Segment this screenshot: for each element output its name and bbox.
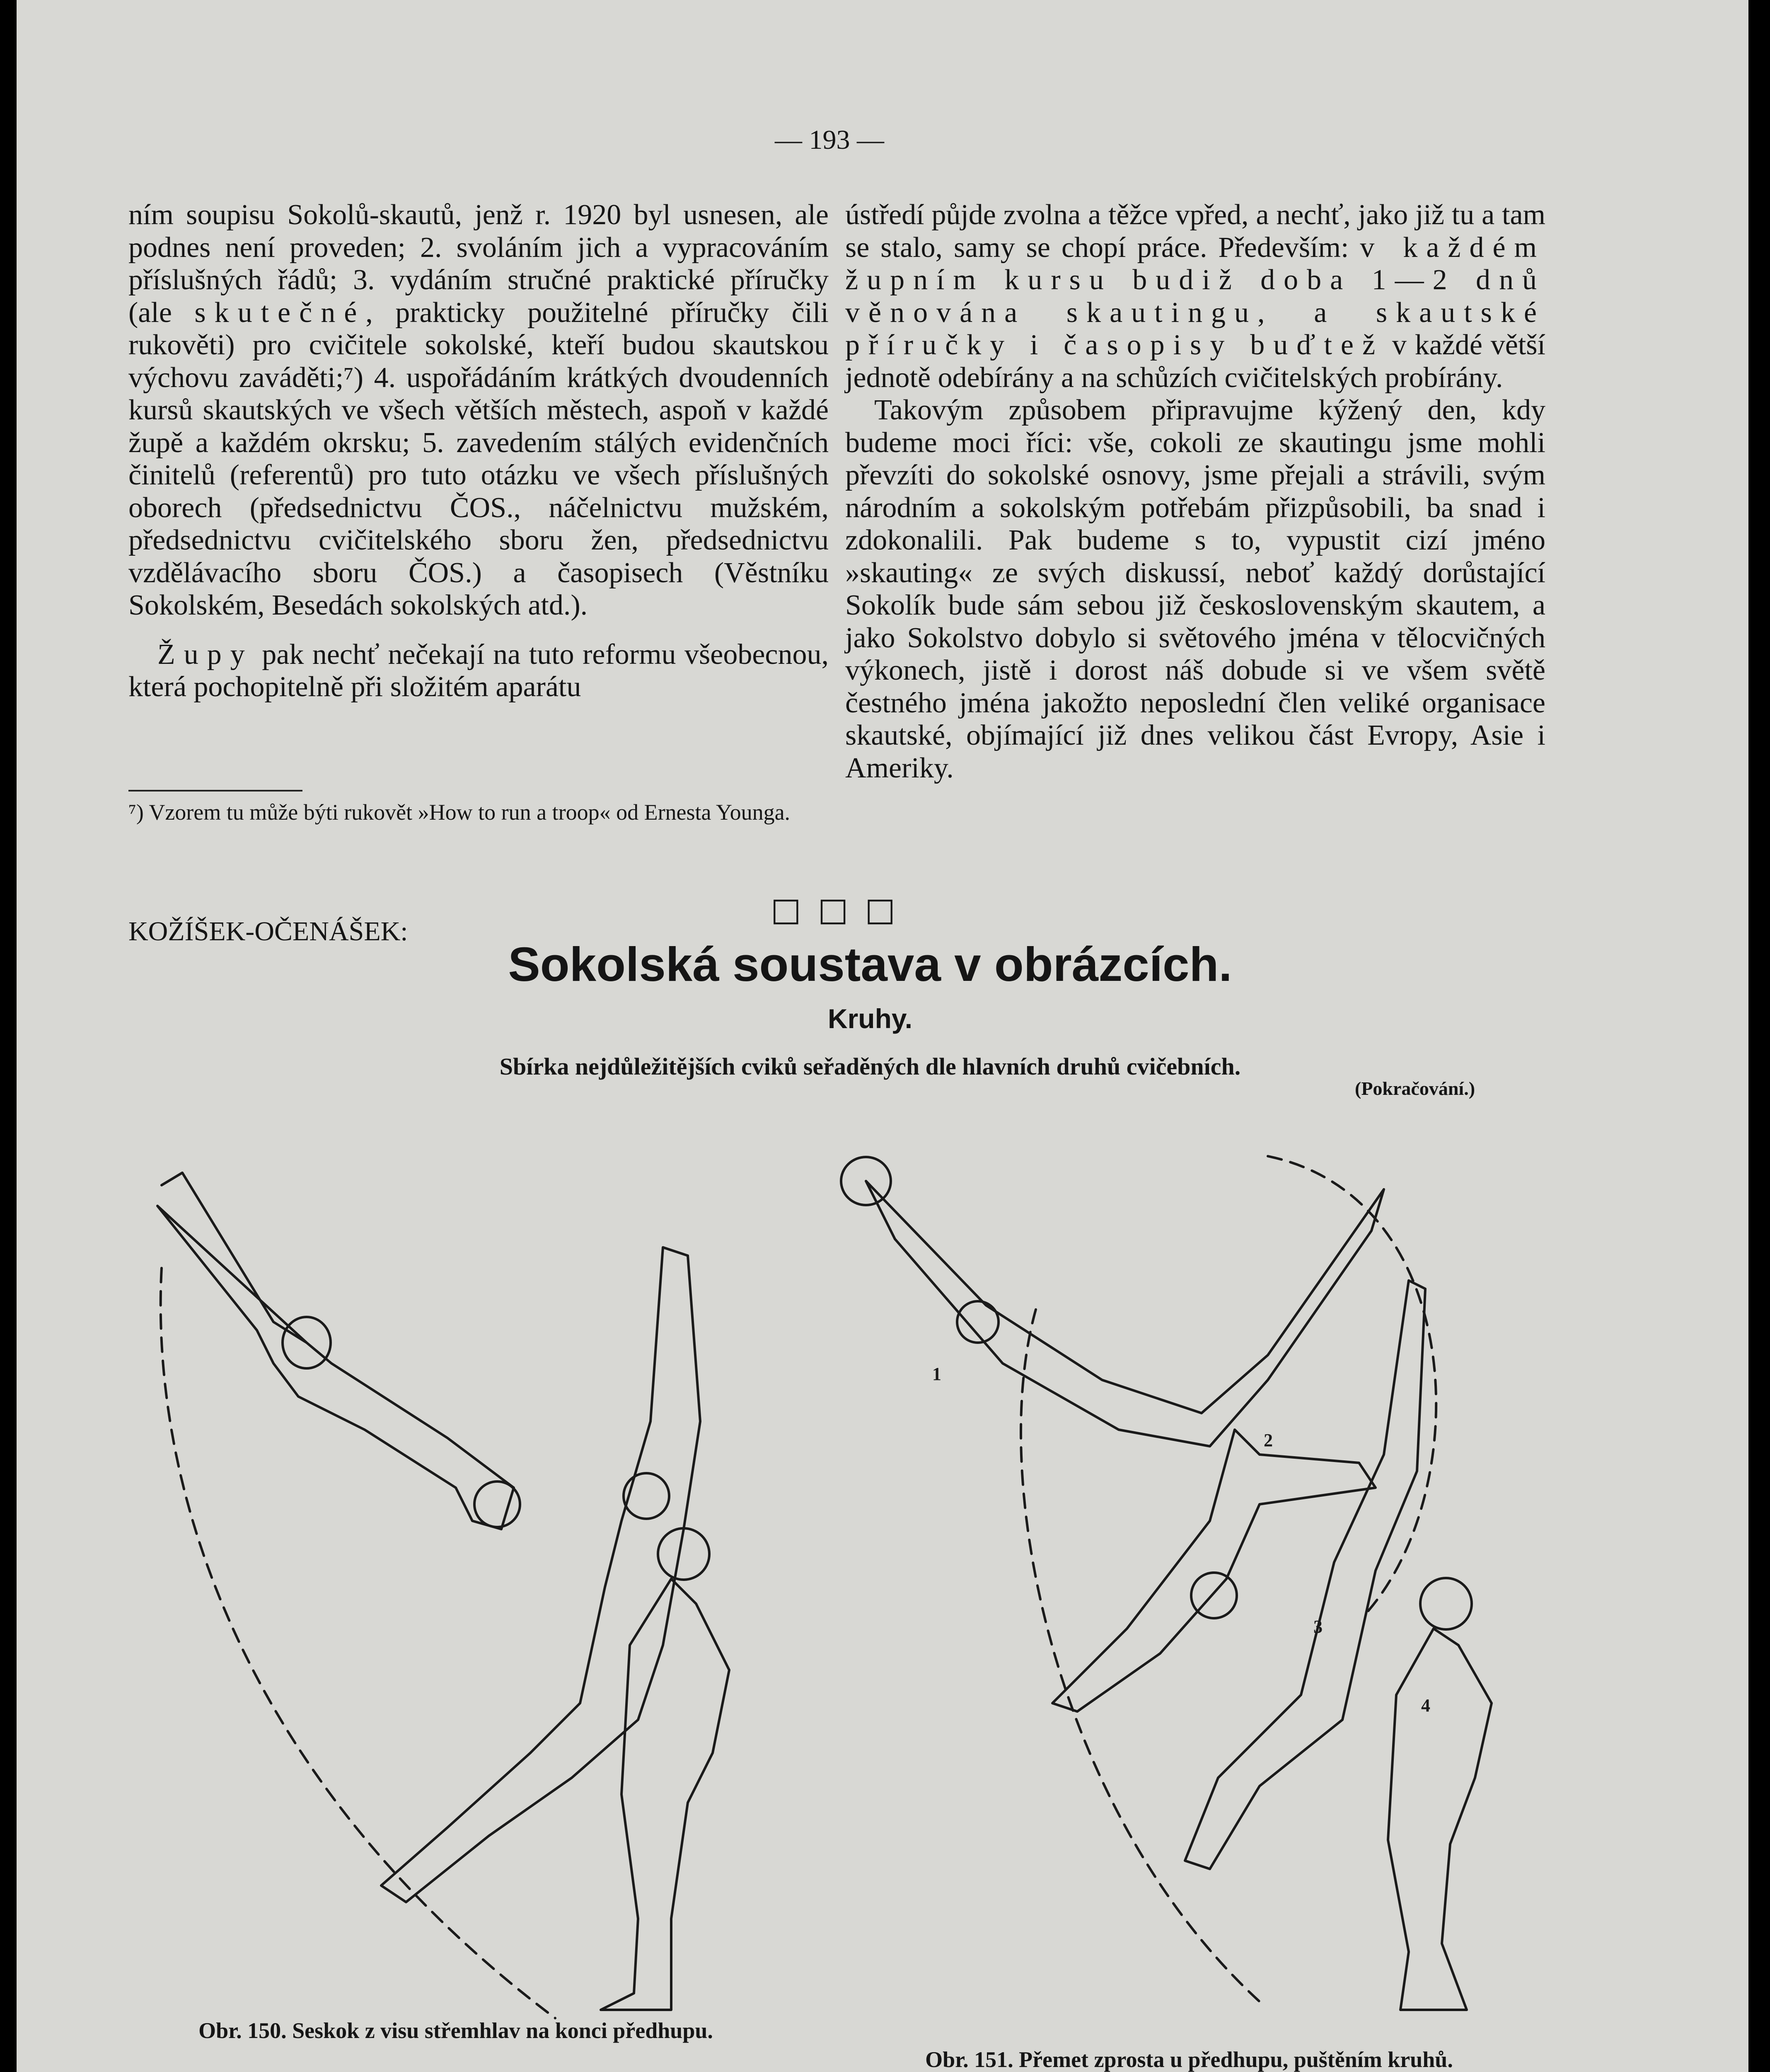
footnote-rule <box>128 790 302 792</box>
figure-label: 3 <box>1313 1617 1323 1637</box>
gymnast-landing <box>381 1247 700 1902</box>
spaced-emphasis: v každém župním kursu budiž doba 1—2 dnů věnována skautingu, a skautské příručky i časopisy buďtež <box>845 231 1545 361</box>
spaced-emphasis: Župy <box>157 638 254 670</box>
left-paragraph-1: ním soupisu Sokolů-skautů, jenž r. 1920 byl usnesen, ale podnes není proveden; 2. svoláním jich a vypracováním příslušných řádů; 3. vydáním stručné praktické příručky (ale skutečné, prakticky použitelné příručky čili rukověti) pro cvičitele sokolské, kteří budou skautskou výchovu zaváděti;⁷) 4. uspořádáním krátkých dvoudenních kursů skautských ve všech větších městech, aspoň v každé župě a každém okrsku; 5. zavedením stálých evidenčních činitelů (referentů) pro tuto otázku ve všech příslušných oborech (předsednictvu ČOS., náčelnictvu mužském, předsednictvu cvičitelského sboru žen, předsednictvu vzdělávacího sboru ČOS.) a časopisech (Věstníku Sokolském, Besedách sokolských atd.). <box>128 199 829 621</box>
figure-151-illustration <box>829 1115 1574 2035</box>
figure-label: 2 <box>1264 1430 1273 1450</box>
standing-spotter <box>1388 1629 1492 2010</box>
figure-150-illustration <box>133 1131 775 2035</box>
right-paragraph-2: Takovým způsobem připravujme kýžený den, kdy budeme moci říci: vše, cokoli ze skautingu jsme mohli převzíti do sokolské osnovy, jsme přejali a strávili, svým národním a sokolským potřebám přizpůsobili, ba snad i zdokonalili. Pak budeme s to, vypustit cizí jméno »skauting« ze svých diskussí, neboť každý dorůstající Sokolík bude sám sebou již československým skautem, a jako Sokolstvo dobylo si světového jména v tělocvičných výkonech, jistě i dorost náš dobude si ve všem světě čestného jména jakožto neposlední člen veliké organisace skautské, objímající již dnes velikou část Evropy, Asie i Ameriky. <box>845 394 1545 784</box>
right-column <box>845 199 1545 784</box>
figure-label: 4 <box>1421 1695 1430 1716</box>
gymnast-diving <box>157 1173 514 1529</box>
figure-151-caption: Obr. 151. Přemet zprosta u předhupu, puštěním kruhů. <box>925 2047 1453 2072</box>
footnote: ⁷) Vzorem tu může býti rukovět »How to run a troop« od Ernesta Younga. <box>128 800 791 825</box>
article-author: KOŽÍŠEK-OČENÁŠEK: <box>128 916 408 946</box>
page-number: — 193 — <box>775 125 884 155</box>
article-title: Sokolská soustava v obrázcích. <box>508 937 1232 991</box>
gymnast-phase-1 <box>866 1181 1384 1446</box>
spaced-emphasis: skutečné <box>194 296 366 329</box>
rotation-path <box>1268 1156 1436 1612</box>
article-subtitle: Kruhy. <box>827 1003 913 1034</box>
figure-label: 1 <box>932 1364 941 1384</box>
standing-spotter <box>601 1579 729 2010</box>
page <box>17 0 1748 2072</box>
figure-150-caption: Obr. 150. Seskok z visu střemhlav na konci předhupu. <box>198 2018 713 2043</box>
left-column <box>128 199 829 704</box>
left-paragraph-2: Župy pak nechť nečekají na tuto reformu všeobecnou, která pochopitelně při složitém aparátu <box>128 638 829 703</box>
collection-line: Sbírka nejdůležitějších cviků seřaděných dle hlavních druhů cvičebních. <box>499 1053 1241 1080</box>
section-divider: □□□ <box>771 891 912 928</box>
continued-note: (Pokračování.) <box>1355 1078 1475 1099</box>
gymnast-phase-2 <box>1052 1430 1376 1711</box>
right-paragraph-1: ústředí půjde zvolna a těžce vpřed, a nechť, jako již tu a tam se stalo, samy se chopí práce. Především: v každém župním kursu budiž doba 1—2 dnů věnována skautingu, a skautské příručky i časopisy buďtež v každé větší jednotě odebírány a na schůzích cvičitelských probírány. <box>845 199 1546 394</box>
